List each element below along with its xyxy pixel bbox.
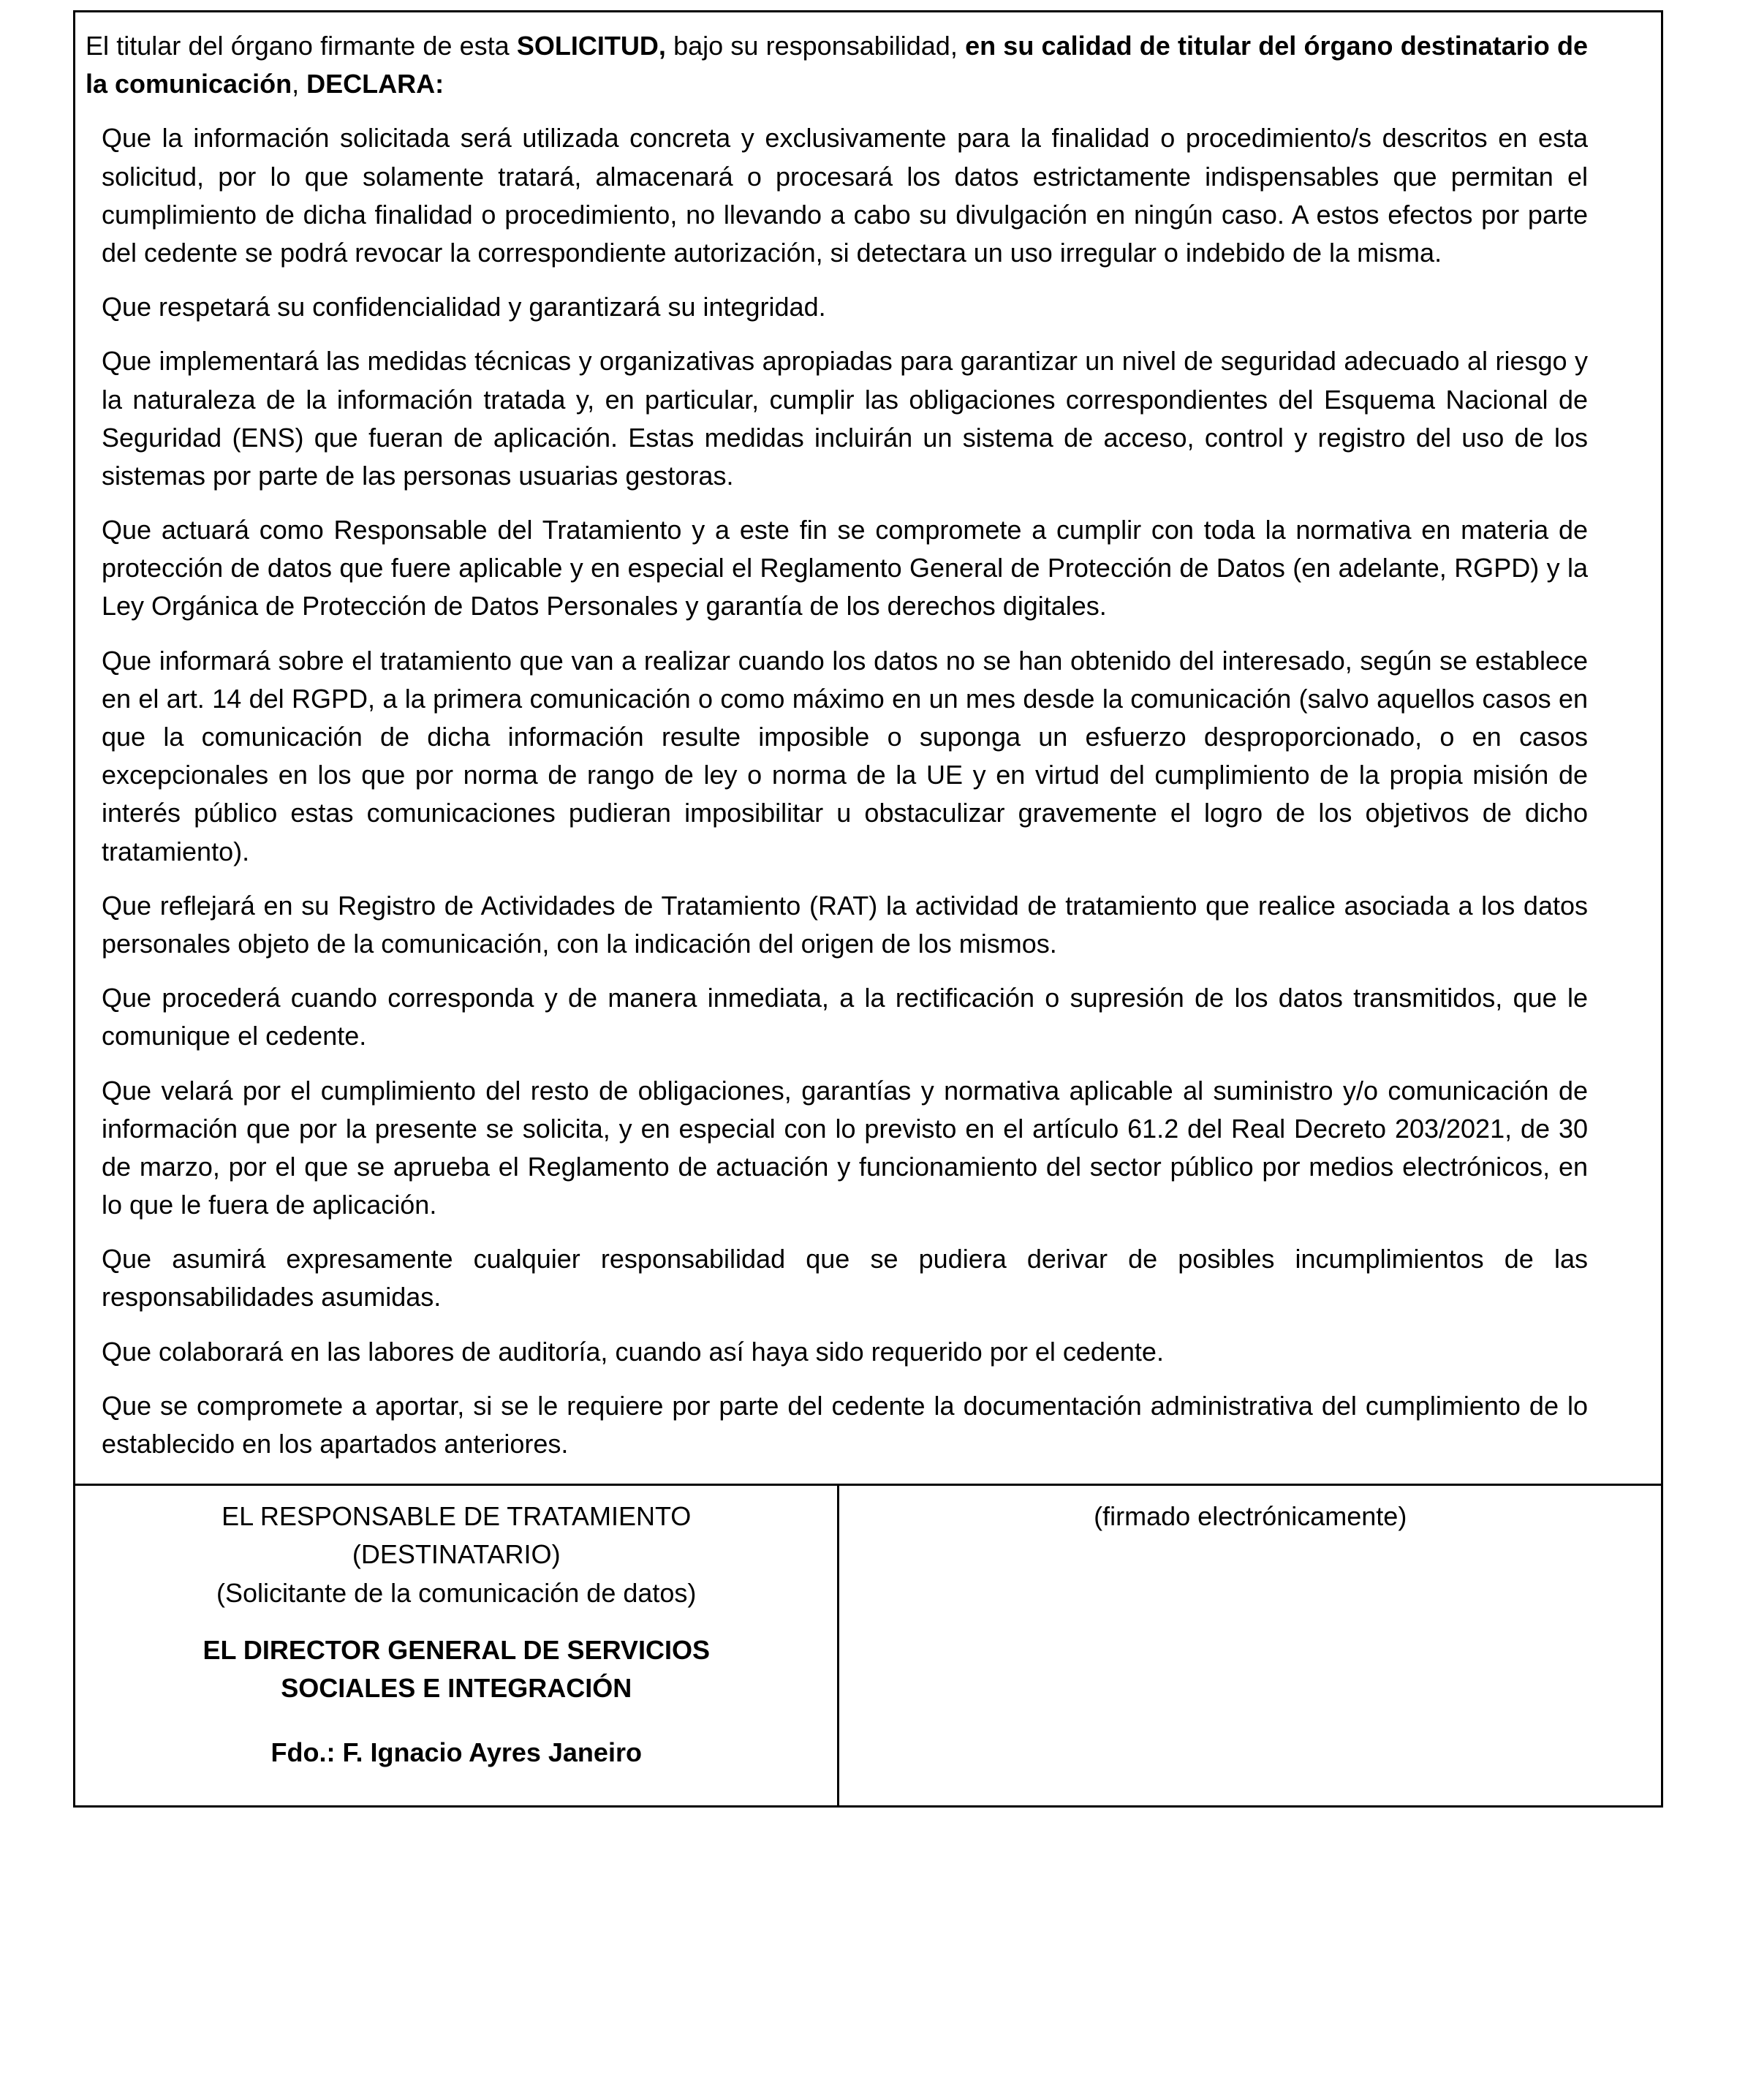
declaration-paragraph: Que respetará su confidencialidad y garantizará su integridad. — [102, 292, 826, 322]
intro-normal-1: El titular del órgano firmante de esta — [86, 31, 517, 61]
intro-bold-solicitud: SOLICITUD, — [516, 31, 666, 61]
declaration-paragraph: Que colaborará en las labores de auditoría, cuando así haya sido requerido por el cedente. — [102, 1336, 1164, 1367]
signature-right-cell — [839, 1486, 1661, 1805]
intro-bold-declara: DECLARA: — [306, 69, 444, 99]
intro-bold-calidad: en su calidad de titular del órgano destinatario de la comunicación — [86, 31, 1589, 99]
declaration-paragraph: Que reflejará en su Registro de Actividades de Tratamiento (RAT) la actividad de tratamiento que realice asociada a los datos personales objeto de la comunicación, con la indicación del origen de los mismos. — [102, 890, 1588, 959]
declaration-paragraph: Que implementará las medidas técnicas y organizativas apropiadas para garantizar un nivel de seguridad adecuado al riesgo y la naturaleza de la información tratada y, en particular, cumplir las obligaciones correspondientes del Esquema Nacional de Seguridad (ENS) que fueran de aplicación. Estas medidas incluirán un sistema de acceso, control y registro del uso de los sistemas por parte de las personas usuarias gestoras. — [102, 346, 1588, 491]
electronic-signature-note: (firmado electrónicamente) — [1094, 1501, 1407, 1532]
signer-name: Fdo.: F. Ignacio Ayres Janeiro — [270, 1737, 642, 1768]
declaration-paragraph: Que procederá cuando corresponda y de manera inmediata, a la rectificación o supresión de los datos transmitidos, que le comunique el cedente. — [102, 983, 1588, 1051]
intro-normal-2: bajo su responsabilidad, — [665, 31, 966, 61]
signer-role — [94, 1631, 818, 1707]
intro-normal-3: , — [292, 69, 307, 99]
declaration-paragraph: Que actuará como Responsable del Tratamiento y a este fin se compromete a cumplir con toda la normativa en materia de protección de datos que fuere aplicable y en especial el Reglamento General de Protección de Datos (en adelante, RGPD) y la Ley Orgánica de Protección de Datos Personales y garantía de los derechos digitales. — [102, 515, 1588, 622]
responsible-title-line2: (DESTINATARIO) — [352, 1539, 561, 1570]
signature-left-cell — [75, 1486, 839, 1805]
declaration-box — [73, 10, 1663, 1808]
declaration-text — [75, 12, 1661, 1484]
declaration-paragraph: Que velará por el cumplimiento del resto de obligaciones, garantías y normativa aplicable al suministro y/o comunicación de información que por la presente se solicita, y en especial con lo previsto en el artículo 61.2 del Real Decreto 203/2021, de 30 de marzo, por el que se aprueba el Reglamento de actuación y funcionamiento del sector público por medios electrónicos, en lo que le fuera de aplicación. — [102, 1075, 1588, 1220]
declaration-paragraph: Que informará sobre el tratamiento que van a realizar cuando los datos no se han obtenido del interesado, según se establece en el art. 14 del RGPD, a la primera comunicación o como máximo en un mes desde la comunicación (salvo aquellos casos en que la comunicación de dicha información resulte imposible o suponga un esfuerzo desproporcionado, o en casos excepcionales en los que por norma de rango de ley o norma de la UE y en virtud del cumplimiento de la propia misión de interés público estas comunicaciones pudieran imposibilitar u obstaculizar gravemente el logro de los objetivos de dicho tratamiento). — [102, 645, 1588, 866]
declaration-paragraph: Que asumirá expresamente cualquier responsabilidad que se pudiera derivar de posibles incumplimientos de las responsabilidades asumidas. — [102, 1244, 1588, 1312]
signature-table — [75, 1484, 1661, 1805]
declaration-paragraph: Que se compromete a aportar, si se le requiere por parte del cedente la documentación administrativa del cumplimiento de lo establecido en los apartados anteriores. — [102, 1390, 1588, 1459]
responsible-subtitle: (Solicitante de la comunicación de datos) — [216, 1577, 697, 1608]
signer-role-line1: EL DIRECTOR GENERAL DE SERVICIOS — [203, 1634, 710, 1665]
declaration-paragraph: Que la información solicitada será utilizada concreta y exclusivamente para la finalidad o procedimiento/s descritos en esta solicitud, por lo que solamente tratará, almacenará o procesará los datos estrictamente indispensables que permitan el cumplimiento de dicha finalidad o procedimiento, no llevando a cabo su divulgación en ningún caso. A estos efectos por parte del cedente se podrá revocar la correspondiente autorización, si detectara un uso irregular o indebido de la misma. — [102, 123, 1588, 268]
responsible-title-line1: EL RESPONSABLE DE TRATAMIENTO — [222, 1501, 692, 1532]
declaration-intro — [86, 27, 1588, 103]
signer-role-line2: SOCIALES E INTEGRACIÓN — [281, 1672, 632, 1703]
